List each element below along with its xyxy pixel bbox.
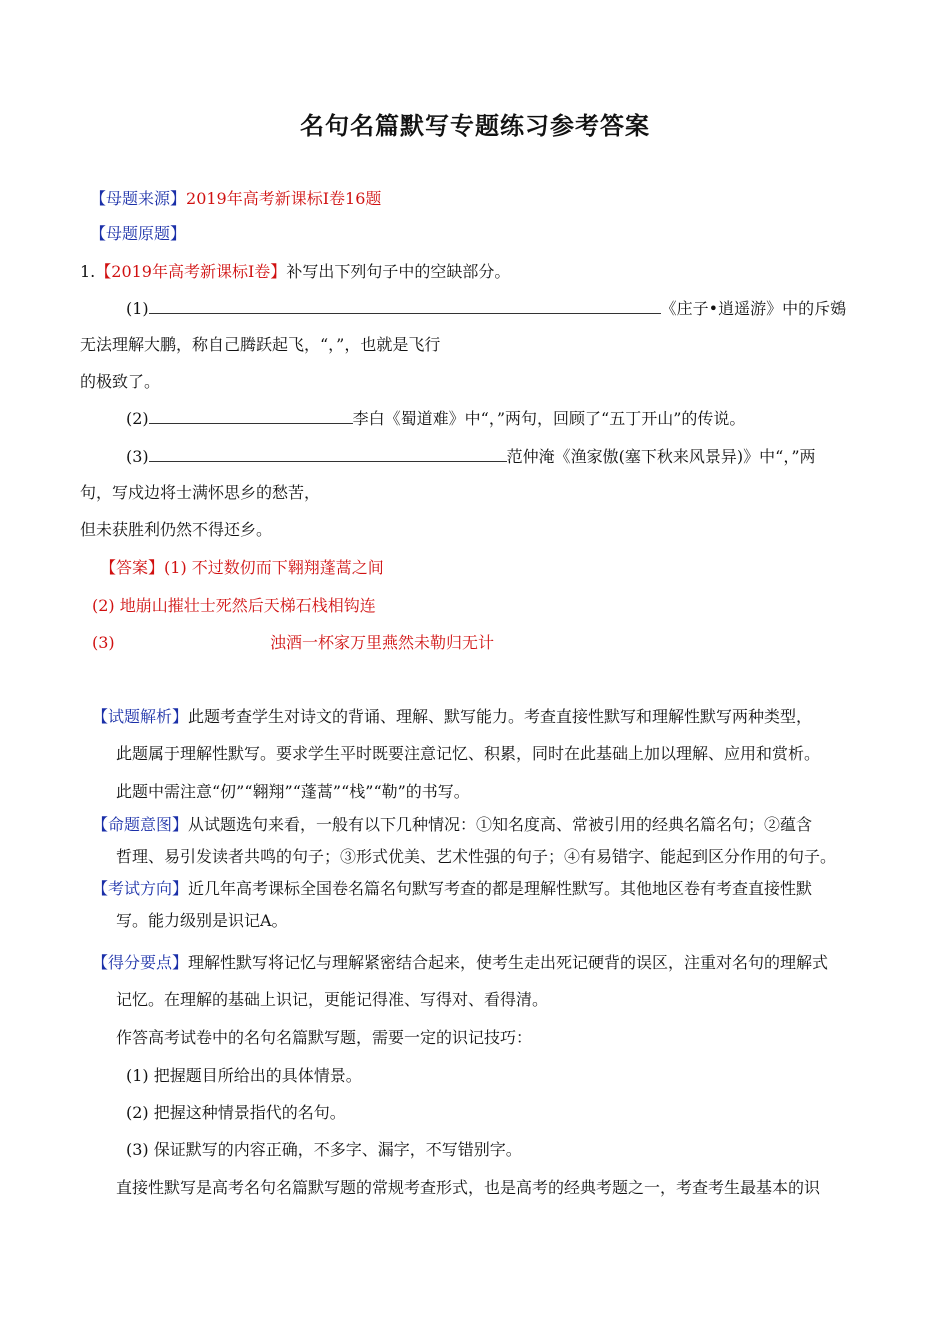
question-text: 补写出下列句子中的空缺部分。: [286, 262, 511, 281]
points-line-1: [92, 953, 828, 973]
points-line-7: 直接性默写是高考名句名篇默写题的常规考查形式，也是高考的经典考题之一，考查考生最基本的识: [116, 1178, 821, 1197]
points-line-5: (2) 把握这种情景指代的名句。: [126, 1103, 346, 1122]
answer-blank: [149, 447, 507, 462]
item-text-line: 句，写戍边将士满怀思乡的愁苦，: [80, 483, 321, 502]
answer-line-1: [100, 558, 384, 578]
points-line-4: (1) 把握题目所给出的具体情景。: [126, 1066, 362, 1085]
intent-text: 从试题选句来看，一般有以下几种情况：①知名度高、常被引用的经典名篇名句；②蕴含: [188, 815, 813, 834]
answer-text: (1) 不过数仞而下翱翔蓬蒿之间: [164, 558, 384, 577]
page-title: 名句名篇默写专题练习参考答案: [300, 112, 650, 140]
question-stem: [80, 262, 510, 282]
answer-blank: [149, 299, 661, 314]
source-label: 【母题来源】: [90, 189, 187, 208]
analysis-label: 【试题解析】: [92, 707, 189, 726]
item-number: (2): [126, 409, 149, 428]
answer-line-3-text: 浊酒一杯家万里燕然未勒归无计: [270, 633, 495, 652]
item-text-line: 无法理解大鹏，称自己腾跃起飞，“，”，也就是飞行: [80, 335, 441, 354]
direction-label: 【考试方向】: [92, 879, 189, 898]
source-value: 2019年高考新课标Ⅰ卷16题: [186, 189, 382, 208]
analysis-line-1: [92, 707, 812, 727]
direction-text: 近几年高考课标全国卷名篇名句默写考查的都是理解性默写。其他地区卷有考查直接性默: [188, 879, 813, 898]
analysis-line-2: 此题属于理解性默写。要求学生平时既要注意记忆、积累，同时在此基础上加以理解、应用和赏析。: [116, 744, 821, 763]
intent-label: 【命题意图】: [92, 815, 189, 834]
analysis-text: 此题考查学生对诗文的背诵、理解、默写能力。考查直接性默写和理解性默写两种类型，: [188, 707, 813, 726]
source-line: [90, 189, 381, 209]
points-line-3: 作答高考试卷中的名句名篇默写题，需要一定的识记技巧：: [116, 1028, 533, 1047]
answer-line-3-number: (3): [92, 633, 115, 652]
intent-line-1: [92, 815, 812, 835]
item-text: 范仲淹《渔家傲(塞下秋来风景异)》中“，”两: [506, 447, 816, 466]
points-label: 【得分要点】: [92, 953, 189, 972]
question-item-2: [126, 409, 745, 429]
analysis-line-3: 此题中需注意“仞”“翱翔”“蓬蒿”“栈”“勒”的书写。: [116, 782, 470, 801]
item-text: 《庄子•逍遥游》中的斥鴳: [660, 299, 847, 318]
item-text-line: 的极致了。: [80, 372, 161, 391]
question-number: 1.: [80, 262, 96, 281]
item-number: (3): [126, 447, 149, 466]
original-line: [90, 224, 186, 244]
answer-label: 【答案】: [100, 558, 165, 577]
original-label: 【母题原题】: [90, 224, 187, 243]
question-item-3: [126, 447, 816, 467]
direction-line-2: 写。能力级别是识记A。: [116, 911, 288, 930]
item-text-line: 但未获胜利仍然不得还乡。: [80, 520, 273, 539]
answer-blank: [149, 409, 353, 424]
answer-line-2: (2) 地崩山摧壮士死然后天梯石栈相钩连: [92, 596, 376, 615]
intent-line-2: 哲理、易引发读者共鸣的句子；③形式优美、艺术性强的句子；④有易错字、能起到区分作用的句子。: [116, 847, 837, 866]
points-line-2: 记忆。在理解的基础上识记，更能记得准、写得对、看得清。: [116, 990, 549, 1009]
points-text: 理解性默写将记忆与理解紧密结合起来，使考生走出死记硬背的误区，注重对名句的理解式: [188, 953, 829, 972]
direction-line-1: [92, 879, 812, 899]
points-line-6: (3) 保证默写的内容正确，不多字、漏字，不写错别字。: [126, 1140, 522, 1159]
question-item-1: [126, 299, 846, 319]
item-text: 李白《蜀道难》中“，”两句，回顾了“五丁开山”的传说。: [352, 409, 746, 428]
item-number: (1): [126, 299, 149, 318]
question-tag: 【2019年高考新课标Ⅰ卷】: [95, 262, 287, 281]
